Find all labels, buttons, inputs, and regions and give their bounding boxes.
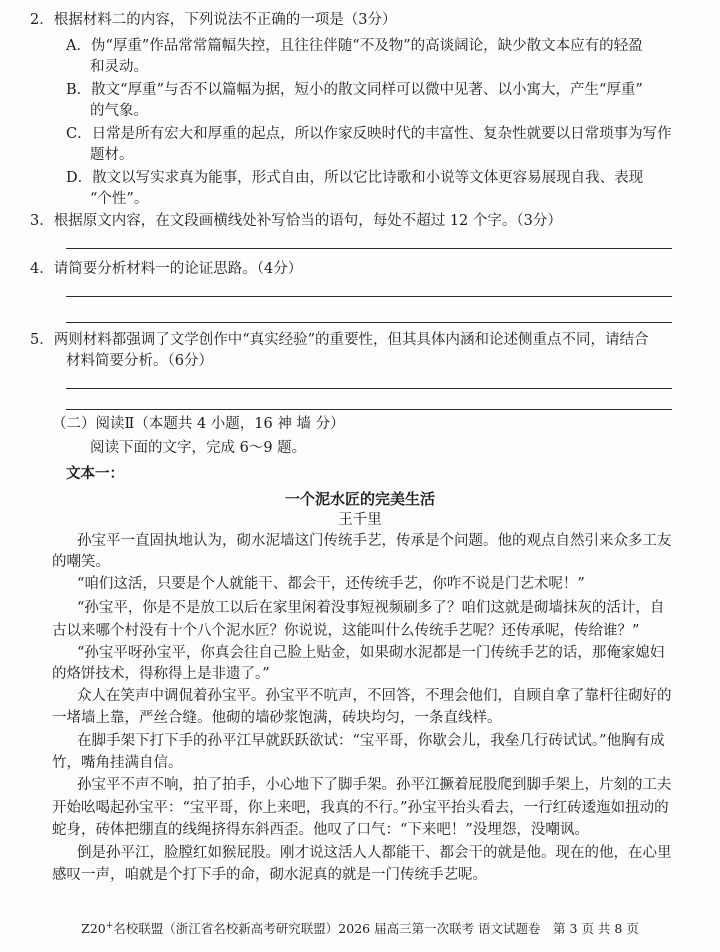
q3-stem: 3．根据原文内容，在文段画横线处补写恰当的语句，每处不超过 12 个字。（3分）: [30, 213, 562, 229]
footer-prefix: Z20: [81, 921, 106, 937]
q2-option-d: D．散文以写实求真为能事，形式自由，所以它比诗歌和小说等文体更容易展现自我、表现: [66, 170, 644, 186]
footer-rest: 名校联盟（浙江省名校新高考研究联盟）2026 届高三第一次联考 语文试题卷 第 3 页 共 8 页: [113, 921, 639, 937]
story-line: “孙宝平，你是不是放工以后在家里闲着没事短视频刷多了？咱们这就是砌墙抹灰的活计，自: [77, 600, 665, 616]
page-footer: [0, 916, 720, 939]
answer-line: [66, 322, 672, 323]
q4-stem: 4．请简要分析材料一的论证思路。（4分）: [30, 261, 303, 277]
answer-line: [66, 248, 672, 249]
q5-stem-cont: 材料简要分析。（6分）: [66, 353, 213, 369]
story-line: “咱们这活，只要是个人就能干、都会干，还传统手艺，你咋不说是门艺术呢！”: [77, 576, 585, 592]
q2-option-a-cont: 和灵动。: [90, 59, 148, 75]
story-title: 一个泥水匠的完美生活: [284, 490, 435, 508]
story-line: 竹，嘴角挂满自信。: [52, 755, 183, 771]
story-line: 孙宝平不声不响，拍了拍手，小心地下了脚手架。孙平江撅着屁股爬到脚手架上，片刻的工夫: [77, 777, 672, 793]
story-line: 倒是孙平江，脸膛红如猴屁股。刚才说这活人人都能干、都会干的就是他。现在的他，在心里: [77, 845, 672, 861]
q2-option-c-cont: 题材。: [90, 147, 134, 163]
q2-stem: 2．根据材料二的内容，下列说法不正确的一项是（3分）: [30, 12, 397, 28]
q2-option-a: A．伪“厚重”作品常常篇幅失控，且往往伴随“不及物”的高谈阔论，缺少散文本应有的轻盈: [66, 38, 643, 54]
answer-line: [66, 409, 672, 410]
q2-option-b-cont: 的气象。: [90, 103, 148, 119]
q2-option-d-cont: “个性”。: [90, 191, 149, 207]
story-author: 王千里: [338, 512, 382, 528]
story-line: 的烙饼技术，得称得上是非遗了。”: [52, 666, 270, 682]
story-line: 在脚手架下打下手的孙平江早就跃跃欲试：“宝平哥，你歇会儿，我垒几行砖试试。”他胸有成: [77, 733, 665, 749]
q2-option-b: B．散文“厚重”与否不以篇幅为据，短小的散文同样可以微中见著、以小寓大，产生“厚重”: [66, 82, 643, 98]
text-label: 文本一：: [66, 465, 124, 482]
section-heading: （二）阅读Ⅱ（本题共 4 小题，16 神 墙 分）: [52, 416, 345, 432]
footer-sup: +: [105, 921, 114, 931]
q2-option-c: C．日常是所有宏大和厚重的起点，所以作家反映时代的丰富性、复杂性就要以日常琐事为写作: [66, 126, 672, 142]
story-line: 蛇身，砖体把绷直的线绳挤得东斜西歪。他叹了口气：“下来吧！”没埋怨，没嘲讽。: [52, 822, 589, 838]
story-line: 众人在笑声中调侃着孙宝平。孙宝平不吭声，不回答，不理会他们，自顾自拿了靠杆往砌好的: [77, 688, 672, 704]
answer-line: [66, 388, 672, 389]
section-instruction: 阅读下面的文字，完成 6～9 题。: [90, 440, 307, 456]
story-line: 孙宝平一直固执地认为，砌水泥墙这门传统手艺，传承是个问题。他的观点自然引来众多工友: [77, 533, 672, 549]
story-line: “孙宝平呀孙宝平，你真会往自己脸上贴金，如果砌水泥都是一门传统手艺的话，那俺家媳妇: [77, 645, 665, 661]
story-line: 开始吆喝起孙宝平：“宝平哥，你上来吧，我真的不行。”孙宝平抬头看去，一行红砖逶迤如扭动的: [52, 800, 669, 816]
story-line: 一堵墙上靠，严丝合缝。他砌的墙砂浆饱满，砖块均匀，一条直线样。: [52, 710, 502, 726]
story-line: 古以来哪个村没有十个八个泥水匠？你说说，这能叫什么传统手艺呢？还传承呢，传给谁？”: [52, 623, 640, 639]
story-line: 的嘲笑。: [52, 554, 110, 570]
q5-stem: 5．两则材料都强调了文学创作中“真实经验”的重要性，但其具体内涵和论述侧重点不同，请结合: [30, 332, 649, 348]
answer-line: [66, 296, 672, 297]
story-line: 感叹一声，咱就是个打下手的命，砌水泥真的就是一门传统手艺呢。: [52, 867, 487, 883]
